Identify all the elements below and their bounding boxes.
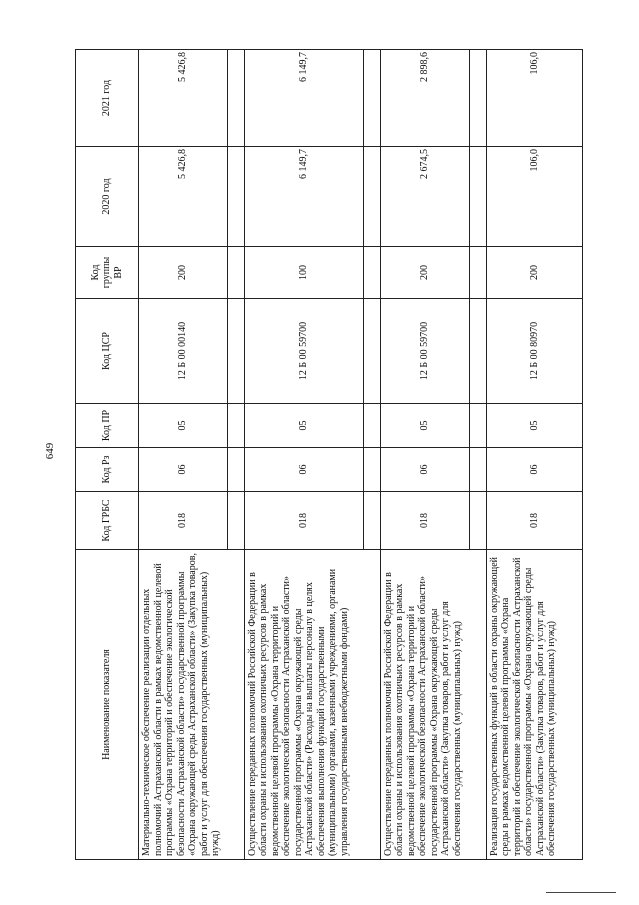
row-grbs: 018	[139, 492, 228, 550]
empty-cell	[469, 147, 486, 247]
row-2020: 2 674,5	[380, 147, 469, 247]
empty-cell	[227, 247, 244, 299]
row-csr: 12 Б 00 80970	[486, 299, 582, 404]
row-vr: 200	[486, 247, 582, 299]
header-rz: Код Рз	[76, 448, 139, 492]
row-pr: 05	[380, 404, 469, 448]
row-vr: 200	[139, 247, 228, 299]
empty-cell	[469, 247, 486, 299]
empty-cell	[469, 404, 486, 448]
row-2020: 5 426,8	[139, 147, 228, 247]
table-row	[380, 50, 469, 860]
row-csr: 12 Б 00 59700	[380, 299, 469, 404]
row-csr: 12 Б 00 00140	[139, 299, 228, 404]
table-header-row	[76, 50, 139, 860]
empty-cell	[363, 50, 380, 147]
header-name: Наименование показателя	[76, 550, 139, 860]
row-grbs: 018	[486, 492, 582, 550]
empty-cell	[363, 299, 380, 404]
header-pr: Код ПР	[76, 404, 139, 448]
footer-rule	[546, 892, 616, 893]
empty-cell	[469, 448, 486, 492]
header-grbs: Код ГРБС	[76, 492, 139, 550]
row-pr: 05	[139, 404, 228, 448]
empty-cell	[363, 492, 380, 550]
row-2021: 106,0	[486, 50, 582, 147]
empty-cell	[363, 448, 380, 492]
row-rz: 06	[486, 448, 582, 492]
row-grbs: 018	[244, 492, 363, 550]
row-rz: 06	[244, 448, 363, 492]
empty-cell	[363, 147, 380, 247]
empty-cell	[227, 50, 244, 147]
empty-cell	[469, 50, 486, 147]
row-name: Осуществление переданных полномочий Российской Федерации в области охраны и использования охотничьих ресурсов в рамках ведомственной целевой программы «Охрана территорий и обеспечение экологической безопасности Астраханской области» государственной программы «Охрана окружающей среды Астраханской области» (Закупка товаров, работ и услуг для обеспечения государственных (муниципальных) нужд)	[380, 550, 486, 860]
empty-cell	[227, 448, 244, 492]
empty-cell	[227, 299, 244, 404]
row-2020: 106,0	[486, 147, 582, 247]
row-csr: 12 Б 00 59700	[244, 299, 363, 404]
table-row	[244, 50, 363, 860]
row-rz: 06	[380, 448, 469, 492]
row-vr: 200	[380, 247, 469, 299]
rotated-page	[75, 50, 583, 860]
empty-cell	[227, 147, 244, 247]
table-row	[139, 50, 228, 860]
row-2021: 2 898,6	[380, 50, 469, 147]
header-vr: Код группы ВР	[76, 247, 139, 299]
row-pr: 05	[244, 404, 363, 448]
row-name: Реализация государственных функций в области охраны окружающей среды в рамках ведомственной целевой программы «Охрана территорий и обеспечение экологической безопасности Астраханской области» государственной программы «Охрана окружающей среды Астраханской области» (Закупка товаров, работ и услуг для обеспечения государственных (муниципальных) нужд)	[486, 550, 582, 860]
row-2021: 5 426,8	[139, 50, 228, 147]
header-2021: 2021 год	[76, 50, 139, 147]
row-2020: 6 149,7	[244, 147, 363, 247]
row-grbs: 018	[380, 492, 469, 550]
empty-cell	[469, 492, 486, 550]
row-name: Осуществление переданных полномочий Российской Федерации в области охраны и использования охотничьих ресурсов в рамках ведомственной целевой программы «Охрана территорий и обеспечение экологической безопасности Астраханской области» государственной программы «Охрана окружающей среды Астраханской области» (Расходы на выплаты персоналу в целях обеспечения выполнения функций государственными (муниципальными) органами, казенными учреждениями, органами управления государственными внебюджетными фондами)	[244, 550, 380, 860]
empty-cell	[227, 492, 244, 550]
row-2021: 6 149,7	[244, 50, 363, 147]
row-name: Материально-техническое обеспечение реализации отдельных полномочий Астраханской области в рамках ведомственной целевой программы «Охрана территорий и обеспечение экологической безопасности Астраханской области» государственной программы «Охрана окружающей среды Астраханской области» (Закупка товаров, работ и услуг для обеспечения государственных (муниципальных) нужд)	[139, 550, 245, 860]
empty-cell	[363, 404, 380, 448]
budget-table	[75, 49, 583, 860]
empty-cell	[363, 247, 380, 299]
table-row	[486, 50, 582, 860]
row-vr: 100	[244, 247, 363, 299]
row-pr: 05	[486, 404, 582, 448]
header-csr: Код ЦСР	[76, 299, 139, 404]
header-2020: 2020 год	[76, 147, 139, 247]
page-number: 649	[44, 442, 56, 460]
row-rz: 06	[139, 448, 228, 492]
empty-cell	[469, 299, 486, 404]
empty-cell	[227, 404, 244, 448]
